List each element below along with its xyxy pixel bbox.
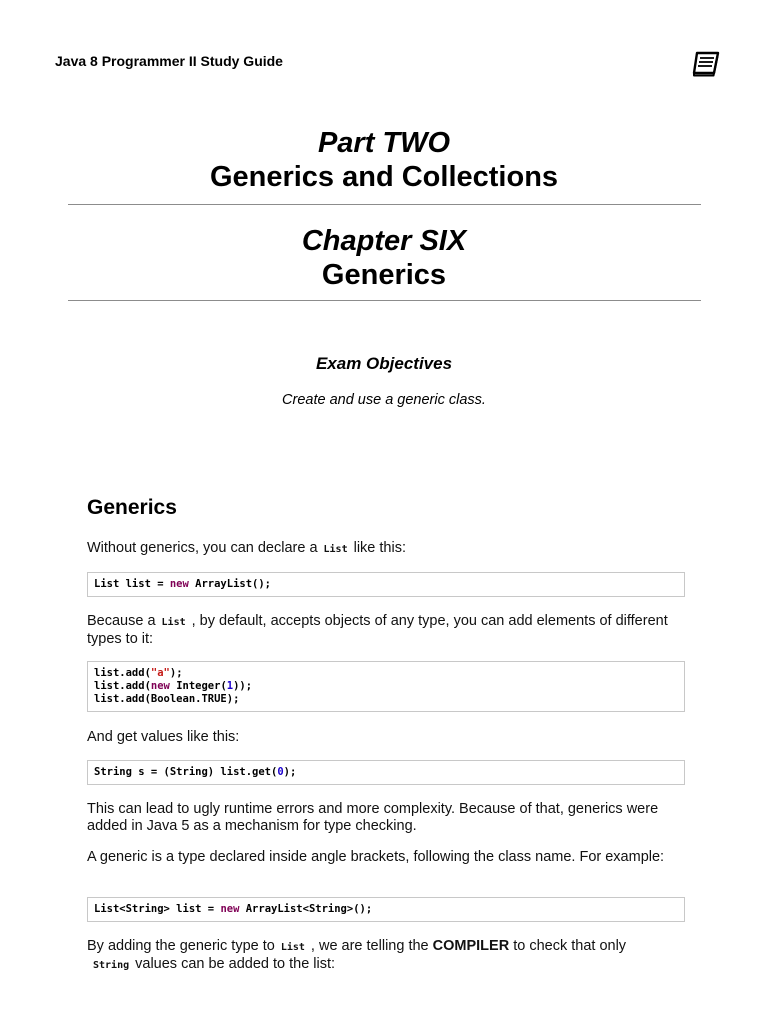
paragraph: A generic is a type declared inside angle brackets, following the class name. For example: [87,849,665,865]
inline-code: String [93,960,130,971]
code-block: List list = new ArrayList(); [87,572,685,597]
paragraph: And get values like this: [87,729,240,745]
chapter-title-block [0,224,768,292]
objective-text: Create and use a generic class. [282,392,486,408]
paragraph: Because a List , by default, accepts objects of any type, you can add elements of different types to it: [87,613,668,647]
chapter-title: Generics [321,259,447,291]
paragraph: Without generics, you can declare a List like this: [87,540,406,556]
divider [68,204,701,205]
running-header: Java 8 Programmer II Study Guide [55,53,283,69]
inline-code: List [280,942,305,953]
code-block: list.add("a"); list.add(new Integer(1)); list.add(Boolean.TRUE); [87,661,685,712]
code-block: List<String> list = new ArrayList<String>(); [87,897,685,922]
inline-code: List [161,617,186,628]
part-label: Part TWO [317,127,451,159]
inline-code: List [323,544,348,555]
divider [68,300,701,301]
part-title: Generics and Collections [209,161,559,193]
paragraph: This can lead to ugly runtime errors and more complexity. Because of that, generics were added in Java 5 as a mechanism for type checking. [87,801,659,834]
objectives-heading: Exam Objectives [315,354,453,373]
part-title-block [0,126,768,194]
paragraph: By adding the generic type to List , we are telling the COMPILER to check that only String values can be added to the list: [87,938,627,972]
code-block: String s = (String) list.get(0); [87,760,685,785]
chapter-label: Chapter SIX [301,225,467,257]
section-heading: Generics [87,496,177,519]
book-icon [691,50,723,78]
